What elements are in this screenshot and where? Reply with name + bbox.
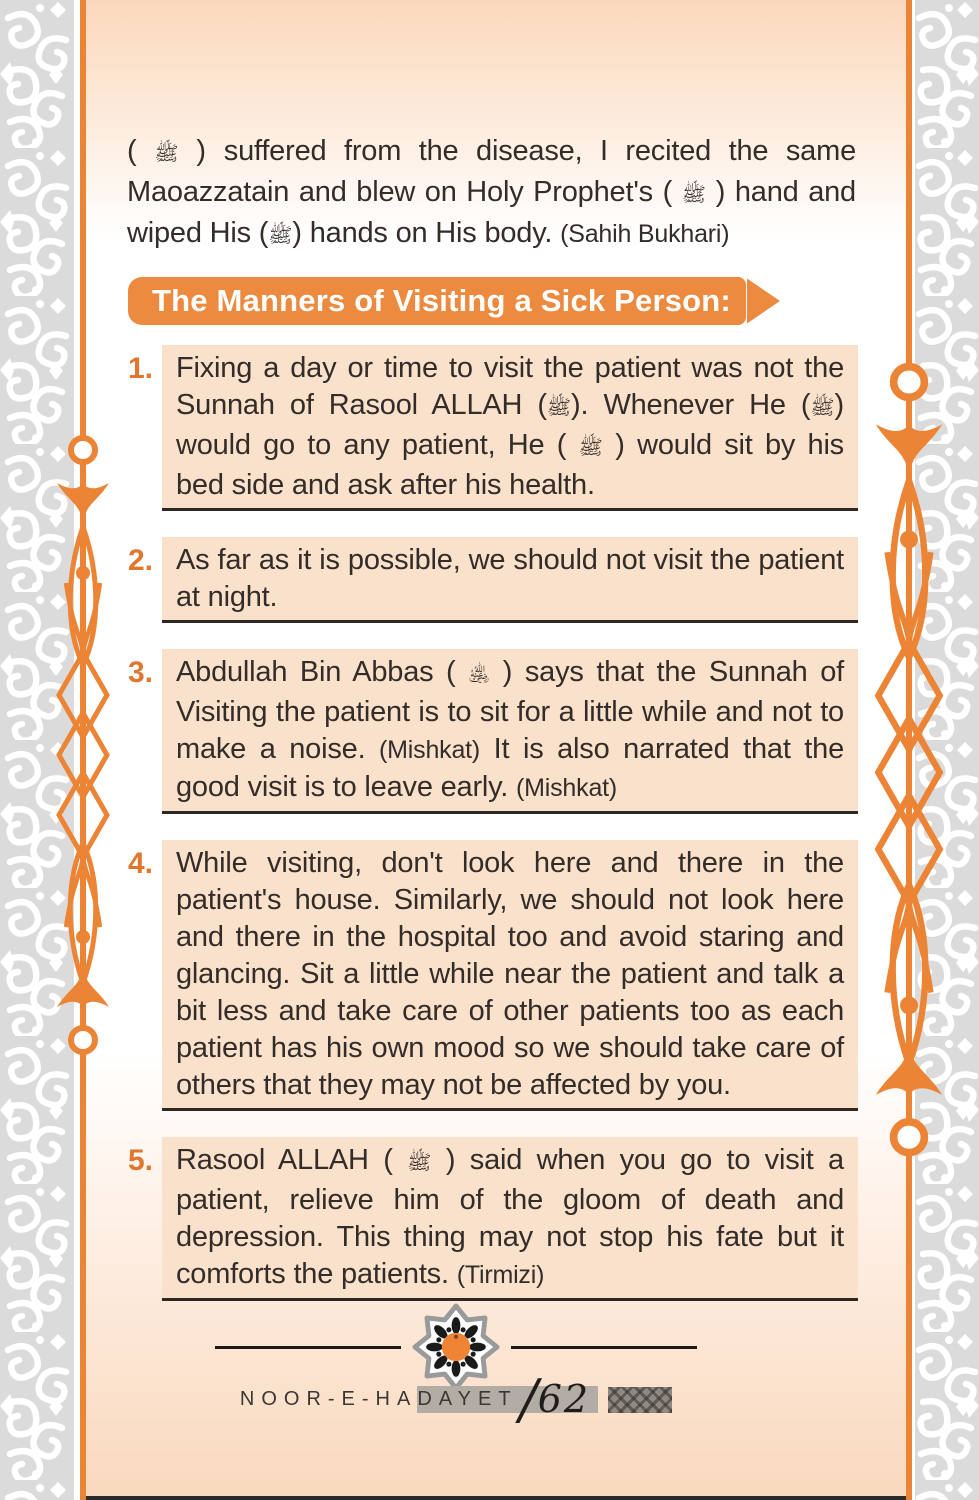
item-text <box>162 649 858 814</box>
honorific-glyph: ﷺ <box>154 143 179 165</box>
citation-text: (Sahih Bukhari) <box>560 220 730 248</box>
text-run: ) said when you go to visit a patient, relieve him of the gloom of death and depression. This thing may not stop his fate but it comforts the patients. <box>176 1144 844 1290</box>
honorific-glyph: ﷺ <box>268 225 293 247</box>
list-item <box>128 345 858 511</box>
citation-text: (Tirmizi) <box>456 1261 545 1289</box>
text-run: Rasool ALLAH ( <box>176 1144 408 1176</box>
footer-divider-ornament <box>86 1303 826 1391</box>
list-item <box>128 840 858 1111</box>
footer-divider-slash: / <box>519 1368 538 1431</box>
section-banner <box>128 277 780 325</box>
text-run: ) suffered from the disease, I recited the same Maoazzatain and blew on Holy Prophet's ( <box>127 135 856 208</box>
list-item <box>128 649 858 814</box>
item-number: 4. <box>128 847 154 880</box>
footer-page-number: 62 <box>537 1377 591 1421</box>
footer <box>86 1368 826 1431</box>
text-run: ). Whenever He ( <box>571 389 811 421</box>
text-run: Abdullah Bin Abbas ( <box>176 656 469 688</box>
text-run: While visiting, don't look here and there in the patient's house. Similarly, we should not look here and there in the hospital too and avoid staring and glancing. Sit a little while near the patient and talk a bit less and take care of other patients too as each patient has his own mood so we should take care of others that they may not be affected by you. <box>176 847 844 1101</box>
manners-list <box>128 345 858 1327</box>
honorific-glyph: ﷺ <box>407 1152 432 1174</box>
list-item <box>128 537 858 623</box>
text-run: As far as it is possible, we should not visit the patient at night. <box>176 544 844 613</box>
footer-decorative-band-icon <box>608 1387 672 1413</box>
honorific-glyph: ﷺ <box>578 437 603 459</box>
item-text <box>162 1137 858 1301</box>
footer-title-highlight <box>417 1368 598 1431</box>
flower-ornament-icon <box>412 1303 500 1391</box>
honorific-glyph: ﷺ <box>810 397 835 419</box>
item-text <box>162 345 858 511</box>
text-run: ) would sit by his bed side and ask after his health. <box>176 429 844 501</box>
arabesque-pattern-icon <box>0 0 74 1500</box>
divider-line-right <box>511 1346 697 1349</box>
citation-text: (Mishkat) <box>379 736 481 764</box>
footer-book-title: NOOR-E-HA <box>239 1388 418 1410</box>
right-arabesque-border <box>915 0 979 1500</box>
honorific-glyph: ﵁ <box>468 664 490 686</box>
citation-text: (Mishkat) <box>516 774 618 802</box>
text-run: ) hands on His body. <box>292 217 561 249</box>
footer-book-title-highlight: DAYET <box>417 1388 518 1410</box>
honorific-glyph: ﷺ <box>546 397 572 419</box>
honorific-glyph: ﷺ <box>681 184 706 206</box>
item-text <box>162 840 858 1111</box>
intro-paragraph <box>127 132 856 255</box>
text-run: ) says that the Sunnah of Visiting the patient is to sit for a little while and not to make a noise. <box>176 656 845 765</box>
section-title: The Manners of Visiting a Sick Person: <box>128 277 746 325</box>
text-run: ( <box>127 135 155 167</box>
text-run: ) would go to any patient, He ( <box>176 389 845 461</box>
text-run: It is also narrated that the good visit is to leave early. <box>176 733 844 803</box>
right-orange-rule <box>906 0 912 1500</box>
banner-arrow-icon <box>747 277 780 325</box>
item-number: 2. <box>128 544 154 577</box>
item-number: 5. <box>128 1144 154 1177</box>
divider-line-left <box>215 1346 401 1349</box>
list-item <box>128 1137 858 1301</box>
left-arabesque-border <box>0 0 74 1500</box>
arabesque-pattern-icon <box>915 0 979 1500</box>
item-text <box>162 537 858 623</box>
item-number: 1. <box>128 352 154 385</box>
item-number: 3. <box>128 656 154 689</box>
text-run: Fixing a day or time to visit the patient was not the Sunnah of Rasool ALLAH ( <box>176 352 844 421</box>
bottom-edge-line <box>86 1496 906 1500</box>
text-run: ) hand and wiped His ( <box>127 176 856 249</box>
